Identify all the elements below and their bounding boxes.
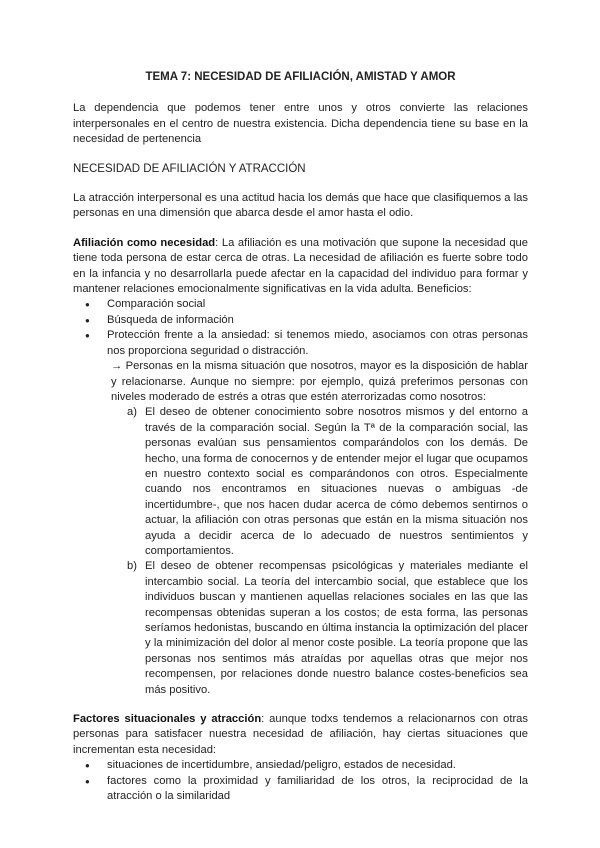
benefits-list: [73, 297, 528, 359]
list-item: [127, 405, 528, 559]
list-item: ● Comparación social: [107, 297, 528, 312]
list-item: ● Protección frente a la ansiedad: si tenemos miedo, asociamos con otras personas nos proporciona seguridad o distracción.: [107, 328, 528, 359]
afiliacion-text: : La afiliación es una motivación que supone la necesidad que tiene toda persona de estar cerca de otras. La necesidad de afiliación es fuerte sobre todo en la infancia y no desarrollarla puede afectar en la capacidad del individuo para formar y mantener relaciones emocionalmente significativas en la vida adulta. Beneficios:: [73, 236, 528, 296]
intro-paragraph: La dependencia que podemos tener entre unos y otros convierte las relaciones interpersonales en el centro de nuestra existencia. Dicha dependencia tiene su base en la necesidad de pertenencia: [73, 102, 528, 146]
reasons-list: [73, 405, 528, 698]
list-item: ● Búsqueda de información: [107, 313, 528, 328]
factores-paragraph: [73, 712, 528, 758]
arrow-note: → Personas en la misma situación que nosotros, mayor es la disposición de hablar y relacionarse. Aunque no siempre: por ejemplo, quizá preferimos personas con niveles moderado de estrés a otras que estén aterrorizadas como nosotros:: [111, 360, 528, 403]
list-item-text: El deseo de obtener recompensas psicológicas y materiales mediante el intercambio social. La teoría del intercambio social, que establece que los individuos buscan y mantienen aquellas relaciones sociales en las que las recompensas obtenidas superan a los costos; de esta forma, las personas seríamos hedonistas, buscando en última instancia la optimización del placer y la minimización del dolor al menor coste posible. La teoría propone que las personas nos sentimos más atraídas por aquellas otras que mejor nos recompensen, por relaciones donde nuestro balance costes-beneficios sea más positivo.: [145, 560, 528, 696]
document-title: TEMA 7: NECESIDAD DE AFILIACIÓN, AMISTAD Y AMOR: [145, 71, 456, 83]
afiliacion-term: Afiliación como necesidad: [73, 236, 216, 249]
situations-list: [73, 758, 528, 804]
factores-term: Factores situacionales y atracción: [73, 713, 262, 726]
attraction-definition: La atracción interpersonal es una actitud hacia los demás que hace que clasifiquemos a las personas en una dimensión que abarca desde el amor hasta el odio.: [73, 192, 528, 220]
list-item: ● situaciones de incertidumbre, ansiedad/peligro, estados de necesidad.: [107, 758, 528, 773]
list-item: [127, 559, 528, 698]
list-marker: b): [127, 560, 137, 573]
afiliacion-paragraph: [73, 236, 528, 298]
list-item: ● factores como la proximidad y familiaridad de los otros, la reciprocidad de la atracción o la similaridad: [107, 774, 528, 805]
list-item-text: El deseo de obtener conocimiento sobre nosotros mismos y del entorno a través de la comparación social. Según la Tª de la comparación social, las personas evalúan sus pensamientos comparándolos con los demás. De hecho, una forma de conocernos y de entender mejor el lugar que ocupamos en nuestro contexto social es comparándonos con otros. Especialmente cuando nos encontramos en situaciones nuevas o ambiguas -de incertidumbre-, que nos hacen dudar acerca de cómo debemos sentirnos o actuar, la afiliación con otras personas que están en la misma situación nos ayuda a decidir acerca de lo adecuado de nuestros sentimientos y comportamientos.: [145, 406, 528, 557]
factores-text: : aunque todxs tendemos a relacionarnos con otras personas para satisfacer nuestra necesidad de afiliación, hay ciertas situaciones que incrementan esta necesidad:: [73, 713, 528, 756]
list-marker: a): [127, 406, 137, 419]
section-heading: NECESIDAD DE AFILIACIÓN Y ATRACCIÓN: [73, 162, 306, 175]
